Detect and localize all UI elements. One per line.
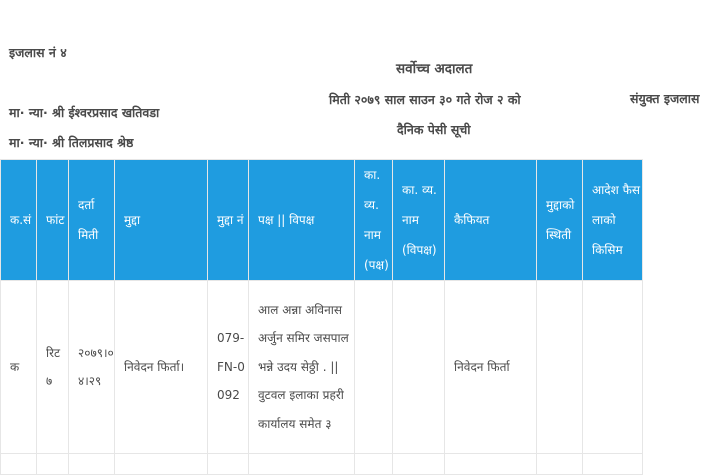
col-header-sn[interactable]: क.सं [1, 160, 37, 281]
cause-list-table-wrapper [0, 159, 643, 475]
col-header-lawyer-opp[interactable]: का. व्य. नाम (विपक्ष) [393, 160, 445, 281]
cell-remarks: निवेदन फिर्ता [445, 281, 537, 454]
cell-case-no: 079-FN-0092 [208, 281, 249, 454]
cell-empty [69, 454, 115, 475]
col-header-status[interactable]: मुद्दाको स्थिती [537, 160, 583, 281]
col-header-case[interactable]: मुद्दा [115, 160, 208, 281]
cell-lawyer-party [355, 281, 393, 454]
cell-case: निवेदन फिर्ता। [115, 281, 208, 454]
col-header-reg-date[interactable]: दर्ता मिती [69, 160, 115, 281]
cell-empty [115, 454, 208, 475]
col-header-case-no[interactable]: मुद्दा नं [208, 160, 249, 281]
list-title: दैनिक पेसी सूची [397, 122, 471, 137]
court-name: सर्वोच्च अदालत [396, 61, 473, 77]
judge-2: मा· न्या· श्री तिलप्रसाद श्रेष्ठ [9, 135, 134, 150]
cell-empty [393, 454, 445, 475]
cell-empty [583, 454, 643, 475]
cell-empty [249, 454, 355, 475]
cause-list-table [0, 159, 643, 475]
cell-empty [37, 454, 69, 475]
cell-status [537, 281, 583, 454]
cell-empty [537, 454, 583, 475]
bench-type: संयुक्त इजलास [630, 91, 700, 106]
table-row-partial [1, 454, 643, 475]
cell-empty [355, 454, 393, 475]
court-number: इजलास नं ४ [9, 45, 67, 60]
date-line: मिती २०७९ साल साउन ३० गते रोज २ को [329, 92, 521, 107]
cell-sn: क [1, 281, 37, 454]
col-header-remarks[interactable]: कैफियत [445, 160, 537, 281]
cell-empty [445, 454, 537, 475]
cell-empty [208, 454, 249, 475]
col-header-parties[interactable]: पक्ष || विपक्ष [249, 160, 355, 281]
cell-reg-date: २०७९।०४।२९ [69, 281, 115, 454]
col-header-lawyer-party[interactable]: का. व्य. नाम (पक्ष) [355, 160, 393, 281]
cell-order-type [583, 281, 643, 454]
col-header-font[interactable]: फांट [37, 160, 69, 281]
cell-parties: आल अन्ना अविनास अर्जुन समिर जसपाल भन्ने उदय सेठ्ठी . || वुटवल इलाका प्रहरी कार्यालय समेत ३ [249, 281, 355, 454]
cell-lawyer-opp [393, 281, 445, 454]
table-row [1, 281, 643, 454]
judge-1: मा· न्या· श्री ईश्वरप्रसाद खतिवडा [9, 105, 160, 120]
col-header-order-type[interactable]: आदेश फैसलाको किसिम [583, 160, 643, 281]
cell-font: रिट ७ [37, 281, 69, 454]
table-header-row [1, 160, 643, 281]
cell-empty [1, 454, 37, 475]
